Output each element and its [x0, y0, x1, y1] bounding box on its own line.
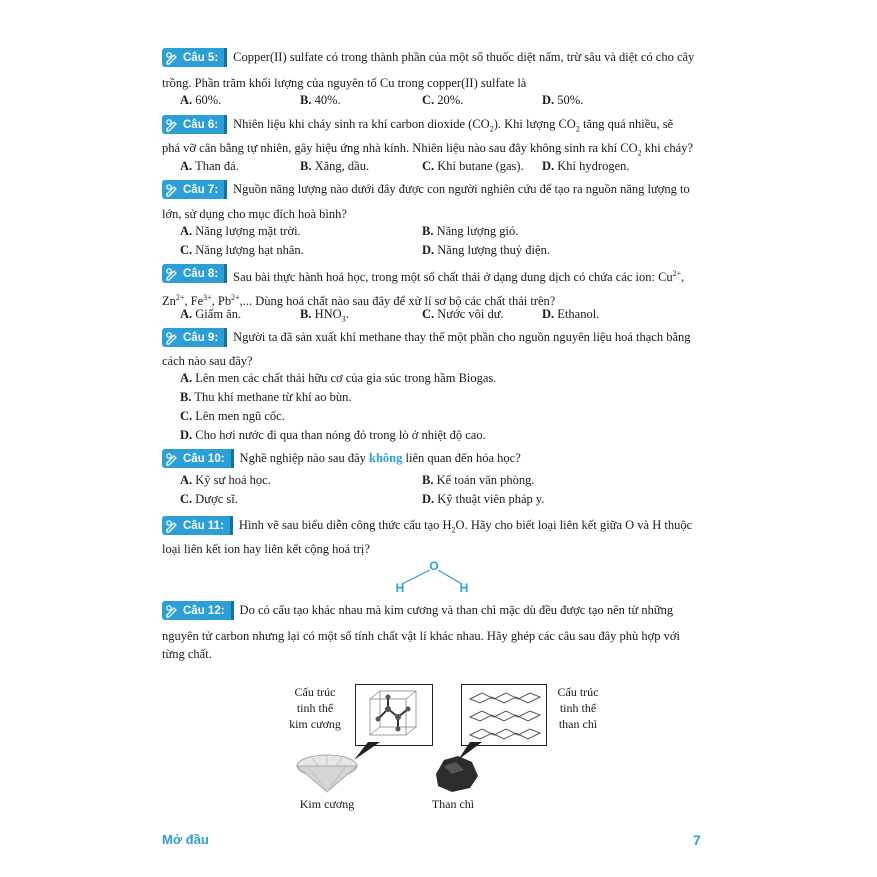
question-badge: Câu 8:	[162, 264, 227, 283]
option-c: C. Nước vôi dư.	[422, 307, 504, 321]
diamond-gem-image	[294, 748, 360, 794]
question-9	[162, 328, 702, 347]
option-b: B. Thu khí methane từ khí ao bùn.	[180, 390, 352, 404]
pencil-icon	[165, 51, 179, 65]
pencil-icon	[165, 118, 179, 132]
option-a: A. Giấm ăn.	[180, 307, 242, 321]
graphite-layers-image	[462, 685, 546, 745]
diamond-structure-label: Cấu trúc tinh thể kim cương	[289, 685, 341, 731]
question-6	[162, 115, 702, 139]
question-text: Do có cấu tạo khác nhau mà kim cương và than chì mặc dù đều được tạo nên từ những	[239, 603, 674, 617]
pencil-icon	[165, 519, 179, 533]
question-7	[162, 180, 702, 199]
graphite-structure-label: Cấu trúc tinh thể than chì	[557, 685, 599, 731]
option-d: D. Khí hydrogen.	[542, 159, 630, 173]
diamond-label: Kim cương	[299, 797, 355, 811]
option-a: A. Lên men các chất thải hữu cơ của gia súc trong hầm Biogas.	[180, 371, 497, 385]
question-5	[162, 48, 702, 67]
graphite-lump-image	[430, 752, 482, 794]
question-10	[162, 449, 702, 468]
page-number: 7	[693, 832, 701, 848]
question-text-cont: loại liên kết ion hay liên kết cộng hoá trị?	[162, 542, 370, 556]
option-a: A. 60%.	[180, 93, 222, 107]
question-badge: Câu 11:	[162, 516, 233, 535]
question-text: Copper(II) sulfate có trong thành phần của một số thuốc diệt nấm, trừ sâu và diệt có cho cây	[233, 50, 695, 64]
graphite-label: Than chì	[431, 797, 475, 811]
question-12	[162, 601, 702, 620]
question-text-cont: cách nào sau đây?	[162, 354, 253, 368]
question-badge: Câu 10:	[162, 449, 234, 468]
question-text-cont: trồng. Phần trăm khối lượng của nguyên tố Cu trong copper(II) sulfate là	[162, 76, 527, 90]
diamond-structure-box	[355, 684, 433, 746]
question-badge: Câu 6:	[162, 115, 227, 134]
option-c: C. 20%.	[422, 93, 464, 107]
hydrogen-atom-label: H	[459, 581, 469, 595]
diamond-lattice-image	[356, 685, 432, 745]
question-text: Nhiên liệu khi cháy sinh ra khí carbon dioxide $(CO_2)$. Khi lượng $CO_2$ tăng quá nhiều, sẽ	[233, 117, 674, 134]
water-molecule-diagram	[390, 558, 480, 596]
pencil-icon	[165, 452, 179, 466]
question-text-cont: nguyên tử carbon nhưng lại có một số tính chất vật lí khác nhau. Hãy ghép các câu sau đây phù hợp với	[162, 629, 680, 643]
option-a: A. Than đá.	[180, 159, 239, 173]
question-badge: Câu 5:	[162, 48, 227, 67]
option-d: D. Kỹ thuật viên pháp y.	[422, 492, 545, 506]
option-a: A. Năng lượng mặt trời.	[180, 224, 301, 238]
option-c: C. Năng lượng hạt nhân.	[180, 243, 304, 257]
option-b: B. $HNO_3$.	[300, 307, 349, 324]
question-text-cont: lớn, sử dụng cho mục đích hoà bình?	[162, 207, 347, 221]
question-text: Nguồn năng lượng nào dưới đây được con người nghiên cứu để tạo ra nguồn năng lượng to	[233, 182, 690, 196]
pencil-icon	[165, 183, 179, 197]
option-d: D. Năng lượng thuỷ điện.	[422, 243, 550, 257]
pencil-icon	[165, 604, 179, 618]
question-text-cont: phá vỡ cân bằng tự nhiên, gây hiệu ứng nhà kính. Nhiên liệu nào sau đây không sinh ra khí $CO_2$ khi cháy?	[162, 141, 693, 158]
question-text: Sau bài thực hành hoá học, trong một số chất thải ở dạng dung dịch có chứa các ion: $Cu^{2+}$,	[233, 269, 685, 285]
option-c: C. Lên men ngũ cốc.	[180, 409, 285, 423]
question-text-cont: từng chất.	[162, 647, 212, 661]
option-b: B. Xăng, dầu.	[300, 159, 370, 173]
option-a: A. Kỹ sư hoá học.	[180, 473, 271, 487]
question-8	[162, 264, 702, 287]
question-text-cont: $Zn^{2+}$, $Fe^{3+}$, $Pb^{2+}$,... Dùng hoá chất nào sau đây để xử lí sơ bộ các chất thải trên?	[162, 293, 556, 309]
question-badge: Câu 9:	[162, 328, 227, 347]
question-11	[162, 516, 702, 540]
hydrogen-atom-label: H	[395, 581, 405, 595]
option-b: B. Kế toán văn phòng.	[422, 473, 535, 487]
option-d: D. Ethanol.	[542, 307, 600, 321]
option-b: B. Năng lượng gió.	[422, 224, 519, 238]
pencil-icon	[165, 331, 179, 345]
option-d: D. Cho hơi nước đi qua than nóng đỏ trong lò ở nhiệt độ cao.	[180, 428, 486, 442]
section-title: Mở đầu	[162, 832, 209, 847]
option-c: C. Khí butane (gas).	[422, 159, 524, 173]
question-text: Hình vẽ sau biểu diễn công thức cấu tạo $H_2O$. Hãy cho biết loại liên kết giữa O và H thuộc	[238, 518, 693, 535]
question-badge: Câu 12:	[162, 601, 234, 620]
pencil-icon	[165, 267, 179, 281]
option-d: D. 50%.	[542, 93, 584, 107]
option-b: B. 40%.	[300, 93, 341, 107]
option-c: C. Dược sĩ.	[180, 492, 238, 506]
question-text: Nghề nghiệp nào sau đây không liên quan đến hóa học?	[239, 451, 521, 465]
oxygen-atom-label: O	[429, 559, 439, 573]
question-text: Người ta đã sản xuất khí methane thay thế một phần cho nguồn nguyên liệu hoá thạch bằng	[233, 330, 691, 344]
question-badge: Câu 7:	[162, 180, 227, 199]
graphite-structure-box	[461, 684, 547, 746]
